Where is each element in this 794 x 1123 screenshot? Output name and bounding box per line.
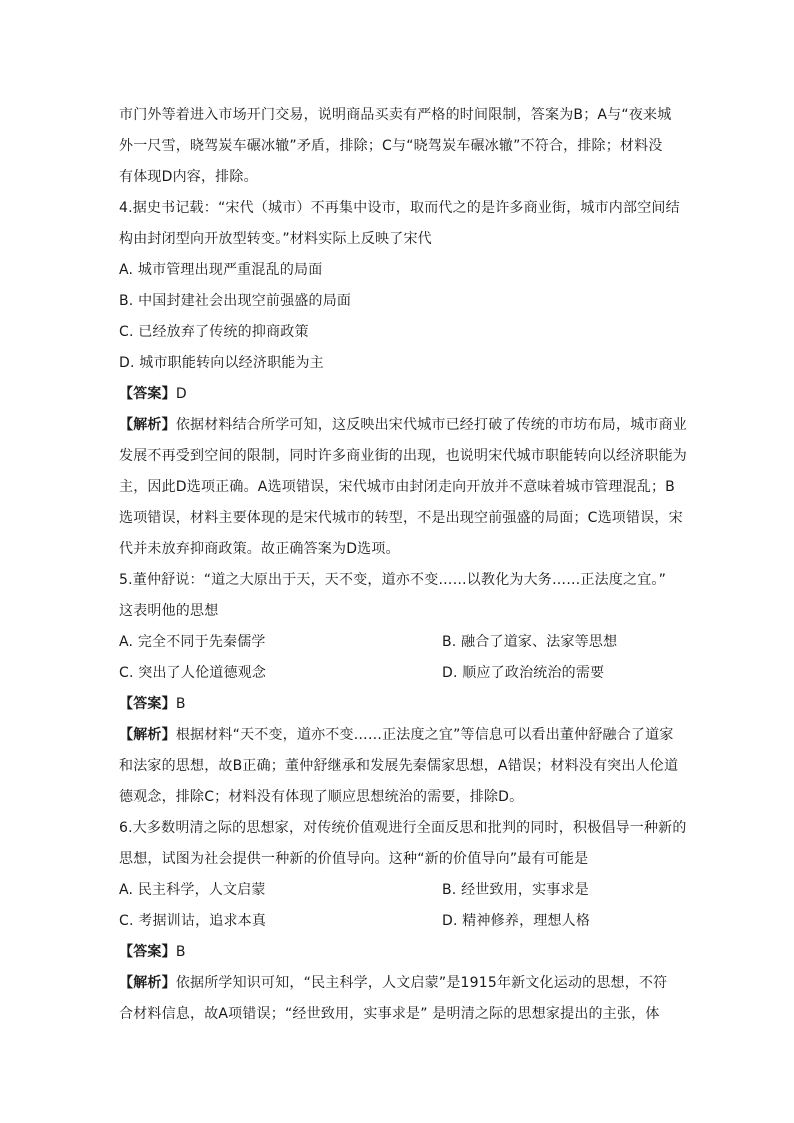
analysis-line: 德观念，排除C；材料没有体现了顺应思想统治的需要，排除D。 bbox=[119, 789, 524, 805]
analysis-line bbox=[119, 720, 679, 751]
analysis-line: 发展不再受到空间的限制，同时许多商业街的出现，也说明宋代城市职能转向以经济职能为 bbox=[119, 448, 687, 464]
analysis-label: 【解析】 bbox=[119, 417, 176, 433]
text-line: 外一尺雪，晓驾炭车碾冰辙”矛盾，排除；C与“晓驾炭车碾冰辙”不符合，排除；材料没 bbox=[119, 138, 663, 154]
analysis-line: 主，因此D选项正确。A选项错误，宋代城市由封闭走向开放并不意味着城市管理混乱；B bbox=[119, 479, 675, 495]
answer-value: B bbox=[175, 696, 186, 712]
analysis-line: 和法家的思想，故B正确；董仲舒继承和发展先秦儒家思想，A错误；材料没有突出人伦道 bbox=[119, 758, 679, 774]
question-stem-line: 6.大多数明清之际的思想家，对传统价值观进行全面反思和批判的同时，积极倡导一种新的 bbox=[119, 820, 687, 836]
analysis-text: 依据所学知识可知，“民主科学，人文启蒙”是1915年新文化运动的思想，不符 bbox=[175, 975, 668, 991]
analysis-line: 选项错误，材料主要体现的是宋代城市的转型，不是出现空前强盛的局面；C选项错误，宋 bbox=[119, 510, 683, 526]
text-line: 市门外等着进入市场开门交易，说明商品买卖有严格的时间限制，答案为B；A与“夜来城 bbox=[119, 107, 672, 123]
option-c: C. 突出了人伦道德观念 bbox=[119, 665, 267, 681]
answer-line bbox=[119, 379, 679, 410]
options-row bbox=[119, 875, 679, 906]
analysis-line: 合材料信息，故A项错误；“经世致用，实事求是” 是明清之际的思想家提出的主张，体 bbox=[119, 1006, 660, 1022]
question-6 bbox=[119, 813, 687, 1030]
answer-value: B bbox=[175, 944, 186, 960]
option-d: D. 城市职能转向以经济职能为主 bbox=[119, 355, 324, 371]
option-a: A. 完全不同于先秦儒学 bbox=[119, 634, 266, 650]
answer-label: 【答案】 bbox=[119, 944, 176, 960]
option-c: C. 已经放弃了传统的抑商政策 bbox=[119, 324, 309, 340]
answer-line bbox=[119, 689, 679, 720]
text-line: 有体现D内容，排除。 bbox=[119, 169, 258, 185]
question-stem-line: 5.董仲舒说：“道之大原出于天，天不变，道亦不变……以教化为大务……正法度之宜。” bbox=[119, 572, 667, 588]
answer-label: 【答案】 bbox=[119, 696, 176, 712]
answer-label: 【答案】 bbox=[119, 386, 176, 402]
analysis-line bbox=[119, 968, 679, 999]
question-5 bbox=[119, 565, 679, 813]
option-b: B. 经世致用，实事求是 bbox=[442, 882, 589, 898]
answer-value: D bbox=[175, 386, 187, 402]
analysis-line: 代并未放弃抑商政策。故正确答案为D选项。 bbox=[119, 541, 400, 557]
analysis-text: 根据材料“天不变，道亦不变……正法度之宜”等信息可以看出董仲舒融合了道家 bbox=[175, 727, 674, 743]
option-b: B. 中国封建社会出现空前强盛的局面 bbox=[119, 293, 352, 309]
previous-analysis-continuation bbox=[119, 100, 679, 193]
analysis-line bbox=[119, 410, 688, 441]
analysis-text: 依据材料结合所学可知，这反映出宋代城市已经打破了传统的市坊布局，城市商业 bbox=[175, 417, 688, 433]
options-row bbox=[119, 658, 679, 689]
option-a: A. 民主科学，人文启蒙 bbox=[119, 882, 266, 898]
document-page bbox=[119, 100, 688, 1030]
analysis-label: 【解析】 bbox=[119, 975, 176, 991]
question-4 bbox=[119, 193, 688, 565]
options-row bbox=[119, 906, 679, 937]
option-d: D. 顺应了政治统治的需要 bbox=[442, 665, 605, 681]
option-a: A. 城市管理出现严重混乱的局面 bbox=[119, 262, 323, 278]
question-stem-line: 构由封闭型向开放型转变。”材料实际上反映了宋代 bbox=[119, 231, 432, 247]
option-b: B. 融合了道家、法家等思想 bbox=[442, 634, 618, 650]
option-c: C. 考据训诂，追求本真 bbox=[119, 913, 267, 929]
answer-line bbox=[119, 937, 679, 968]
question-stem-line: 思想，试图为社会提供一种新的价值导向。这种“新的价值导向”最有可能是 bbox=[119, 851, 589, 867]
question-stem-line: 4.据史书记载：“宋代（城市）不再集中设市，取而代之的是许多商业街，城市内部空间结 bbox=[119, 200, 680, 216]
analysis-label: 【解析】 bbox=[119, 727, 176, 743]
option-d: D. 精神修养，理想人格 bbox=[442, 913, 591, 929]
options-row bbox=[119, 627, 679, 658]
question-stem-line: 这表明他的思想 bbox=[119, 603, 219, 619]
